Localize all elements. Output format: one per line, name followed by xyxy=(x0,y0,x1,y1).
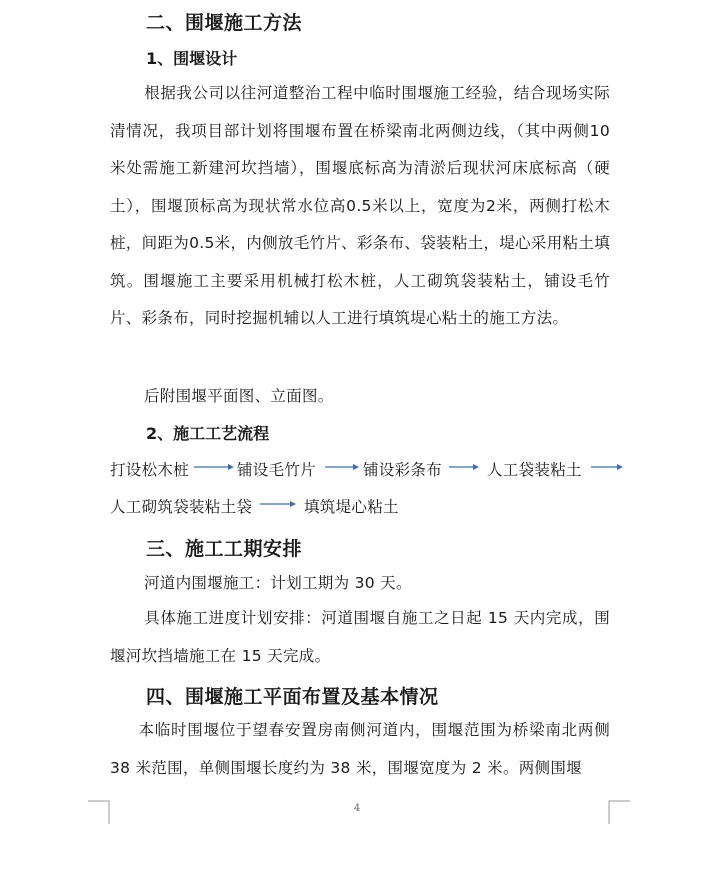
flow-step-2: 铺设毛竹片 xyxy=(237,461,317,479)
section-3-heading: 三、施工工期安排 xyxy=(146,538,303,560)
flow-arrow-icon xyxy=(194,460,234,474)
flow-step-4: 人工袋装粘土 xyxy=(487,461,582,479)
section-3-text: 具体施工进度计划安排：河道围堰自施工之日起 15 天内完成，围堰河坎挡墙施工在 15 天完成。 xyxy=(110,609,610,665)
flow-arrow-icon xyxy=(449,460,479,474)
flow-arrow-icon xyxy=(260,497,296,511)
flow-step-3: 铺设彩条布 xyxy=(363,461,443,479)
section-3-duration: 河道内围堰施工：计划工期为 30 天。 xyxy=(144,574,412,592)
section-2-heading: 二、围堰施工方法 xyxy=(146,12,303,34)
flow-arrow-icon xyxy=(325,460,359,474)
section-2-1-paragraph xyxy=(110,75,610,338)
page-number: 4 xyxy=(353,803,361,814)
flow-step-5: 人工砌筑袋装粘土袋 xyxy=(110,498,253,516)
section-2-1-text: 根据我公司以往河道整治工程中临时围堰施工经验，结合现场实际清情况，我项目部计划将围堰布置在桥梁南北两侧边线，（其中两侧10米处需施工新建河坎挡墙），围堰底标高为清淤后现状河床底标高（硬土），围堰顶标高为现状常水位高0.5米以上，宽度为2米，两侧打松木桩，间距为0.5米，内侧放毛竹片、彩条布、袋装粘土，堤心采用粘土填筑。围堰施工主要采用机械打松木桩，人工砌筑袋装粘土，铺设毛竹片、彩条布，同时挖掘机辅以人工进行填筑堤心粘土的施工方法。 xyxy=(110,84,610,327)
section-4-paragraph xyxy=(110,712,610,787)
subsection-2-1-heading: 1、围堰设计 xyxy=(146,49,238,68)
attachment-note: 后附围堰平面图、立面图。 xyxy=(144,387,334,405)
section-3-paragraph xyxy=(110,600,610,675)
flow-step-6: 填筑堤心粘土 xyxy=(304,498,399,516)
flow-arrow-icon xyxy=(591,460,623,474)
section-4-heading: 四、围堰施工平面布置及基本情况 xyxy=(146,686,439,708)
section-4-text: 本临时围堰位于望春安置房南侧河道内，围堰范围为桥梁南北两侧 38 米范围，单侧围堰长度约为 38 米，围堰宽度为 2 米。两侧围堰 xyxy=(110,721,610,777)
subsection-2-2-heading: 2、施工工艺流程 xyxy=(146,424,270,443)
flow-step-1: 打设松木桩 xyxy=(110,461,190,479)
